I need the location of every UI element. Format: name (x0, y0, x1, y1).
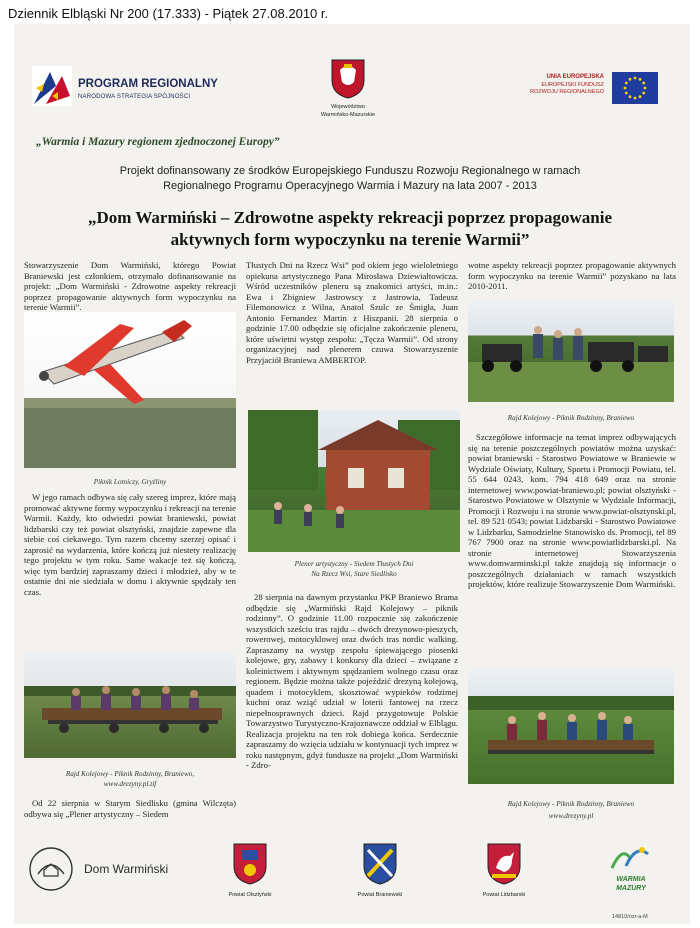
article-headline-line-1: „Dom Warmiński – Zdrowotne aspekty rekreacji poprzez propagowanie (87, 208, 612, 227)
powiat-braniewski-name: Powiat Braniewski (357, 892, 403, 898)
house-photo-illustration (248, 410, 460, 552)
airplane-photo-illustration (24, 312, 236, 468)
powiat-olsztynski-logo (214, 842, 286, 906)
caption-rail-rally-quads: Rajd Kolejowy - Piknik Rodzinny, Braniewo (507, 414, 635, 422)
powiat-olsztynski-name: Powiat Olsztyński (228, 892, 272, 898)
funding-line-2: Regionalnego Programu Operacyjnego Warmia i Mazury na lata 2007 - 2013 (163, 180, 537, 192)
powiat-braniewski-coat-icon (362, 842, 398, 886)
photo-rail-rally-1 (24, 652, 236, 758)
print-code: 14810/ozr-a-M (612, 914, 648, 920)
photo-art-plein-air (248, 410, 460, 552)
col1-paragraph-3: Od 22 sierpnia w Starym Siedlisku (gmina Wilczęta) odbywa się „Plener artystyczny – Siedem (24, 798, 236, 819)
tagline: „Warmia i Mazury regionem zjednoczonej Europy” (36, 136, 280, 148)
powiat-braniewski-logo (344, 842, 416, 906)
photo-air-show (24, 312, 236, 468)
coat-of-arms-icon (330, 58, 366, 100)
caption-rail-rally-1-line2: www.drezyny.pl.tif (103, 780, 157, 788)
funding-line-1: Projekt dofinansowany ze środków Europejskiego Funduszu Rozwoju Regionalnego w ramach (119, 165, 581, 177)
dom-warminski-icon (28, 846, 74, 892)
eu-flag-icon (612, 72, 658, 104)
program-regionalny-logo (32, 66, 232, 110)
col2-paragraph-2: 28 sierpnia na dawnym przystanku PKP Braniewo Brama odbędzie się „Warmiński Rajd Kolejowy – piknik rodzinny”. O godzinie 11.00 rozpocznie się zakończenie wszystkich sześciu tras rajdu – dwóch drezynowo-pieszych, rowerowej, motocyklowej oraz dwóch tras nordic walking. Zapraszamy na występ zespołu śpiewającego piosenki kolejowe, gry, zabawy i konkursy dla dzieci – związane z koleinictwem i aktywnym spędzaniem wolnego czasu oraz regionem. Będzie można także pojeździć drezyną kolejową, quadem i motocyklem, skosztować wypieków rodzimej kuchni oraz wziąć udział w loterii fantowej na rzecz niepełnosprawnych dzieci. Rajd przygotowuje Polskie Towarzystwo Turystyczno-Krajoznawcze oddział w Elblągu. Realizacja projektu na ten rok dobiega końca. Serdecznie zapraszamy do wzięcia udziału w kontynuacji tych imprez w roku następnym, gdyż fundusze na projekt „Dom Warmiński - Zdro- (246, 592, 458, 770)
quads-photo-illustration (468, 300, 674, 402)
col3-paragraph-2: Szczegółowe informacje na temat imprez odbywających się na terenie poszczególnych powiatów można uzyskać: powiat braniewski - Starostwo Powiatowe w Braniewie w Wydziale Oświaty, Kultury, Sportu i Promocji Powiatu, tel. 55 644 0243, kom. 794 418 649 oraz na stronie internetowej www.powiat-braniewo.pl; powiat olsztyński - Starostwo Powiatowe w Olsztynie w Wydziale Informacji, Promocji i Rozwoju i na stronie www.powiat-olsztynski.pl, tel. 89 521 0543; powiat Lidzbarski - Starostwo Powiatowe w Lidzbarku, Samodzielne Stanowisko ds. Promocji, tel 89 767 7900 oraz na stronie www.powiatlidzbarski.pl. Na stronie internetowej Stowarzyszenia www.domwarminski.pl także znajdują się informacje o poszczególnych działaniach w ramach wszystkich projektów, które realizuje Stowarzyszenie Dom Warmiński. (468, 432, 676, 589)
col2-paragraph-1: Tłustych Dni na Rzecz Wsi” pod okiem jego wieloletniego opiekuna artystycznego Pana Mirosława Dziewiałtowicza. Wśród uczestników pleneru są znakomici artyści, m.in.: Ewa i Zbigniew Jastrowscy z Jastrowia, Tadeusz Filemonowicz z Wilna, Anatol Szulc ze Śmigła, Juan Antonio Fernandez Martin z Hiszpanii. 28 sierpnia o godzinie 17.00 odbędzie się oficjalne zakończenie pleneru, które uświetni występ zespołu: „Tęcza Warmii”. Od strony organizacyjnej nad plenerem czuwa Stowarzyszenie Przyjaciół Braniewa AMBERTOP. (246, 260, 458, 365)
program-regionalny-icon (32, 66, 72, 106)
rail-rally-2-photo-illustration (468, 668, 674, 784)
warmia-mazury-line2: MAZURY (616, 885, 646, 892)
warmia-mazury-icon (608, 844, 652, 874)
eu-title: UNIA EUROPEJSKA (546, 74, 604, 80)
program-regionalny-subtitle: NARODOWA STRATEGIA SPÓJNOŚCI (78, 94, 191, 100)
warmia-mazury-logo (596, 844, 666, 900)
voivodeship-name-line2: Warmińsko-Mazurskie (320, 112, 376, 118)
eu-subtitle-line2: ROZWOJU REGIONALNEGO (530, 89, 604, 95)
caption-rail-rally-2-line1: Rajd Kolejowy - Piknik Rodzinny, Braniewo (507, 800, 635, 808)
dom-warminski-logo (28, 844, 188, 894)
photo-rail-rally-2 (468, 668, 674, 784)
powiat-olsztynski-coat-icon (232, 842, 268, 886)
powiat-lidzbarski-name: Powiat Lidzbarski (482, 892, 526, 898)
eu-fund-logo (526, 70, 660, 110)
rail-rally-photo-illustration (24, 652, 236, 758)
caption-art-plein-air-line1: Plener artystyczny - Siedem Tłustych Dni (294, 560, 414, 568)
col3-paragraph-1: wotne aspekty rekreacji poprzez propagowanie aktywnych form wypoczynku na terenie Warmii” pozyskano na lata 2010-2011. (468, 260, 676, 291)
col1-paragraph-2: W jego ramach odbywa się cały szereg imprez, które mają promować aktywne formy wypoczynku i rekreacji na terenie Warmii. Każdy, kto odwiedzi powiat braniewski, powiat lidzbarski czy też powiat olsztyński, znajdzie zapewne dla siebie coś ciekawego. Tym razem chcemy szerzej opisać i zaprosić na wydarzenia, które kończą już niestety realizację tego projektu w tym roku. Same wakacje też się kończą, więc tym bardziej zapraszamy dzieci i młodzież, aby w te ostatnie dni nie siedziała w domu i aktywnie spędzały ten czas. (24, 492, 236, 597)
warmia-mazury-line1: WARMIA (616, 876, 646, 883)
newspaper-header: Dziennik Elbląski Nr 200 (17.333) - Piątek 27.08.2010 r. (8, 6, 329, 21)
voivodeship-emblem (312, 58, 384, 124)
powiat-lidzbarski-logo (468, 842, 540, 906)
caption-art-plein-air-line2: Na Rzecz Wsi, Stare Siedlisko (311, 570, 397, 578)
eu-subtitle-line1: EUROPEJSKI FUNDUSZ (541, 82, 604, 88)
caption-air-show: Piknik Lotniczy, Gryźliny (93, 478, 167, 486)
dom-warminski-name: Dom Warmiński (84, 862, 169, 876)
photo-rail-rally-quads (468, 300, 674, 402)
col1-paragraph-1: Stowarzyszenie Dom Warmiński, którego Powiat Braniewski jest członkiem, otrzymało dofinansowanie na projekt: „Dom Warmiński - Zdrowotne aspekty rekreacji poprzez propagowanie aktywnych form wypoczynku na terenie Warmii”. (24, 260, 236, 312)
voivodeship-name-line1: Województwo (331, 104, 365, 110)
powiat-lidzbarski-coat-icon (486, 842, 522, 886)
caption-rail-rally-1-line1: Rajd Kolejowy - Piknik Rodzinny, Braniewo, (65, 770, 195, 778)
caption-rail-rally-2-line2: www.drezyny.pl (548, 812, 594, 820)
article-headline-line-2: aktywnych form wypoczynku na terenie Warmii” (170, 230, 530, 249)
program-regionalny-title: PROGRAM REGIONALNY (78, 78, 218, 90)
